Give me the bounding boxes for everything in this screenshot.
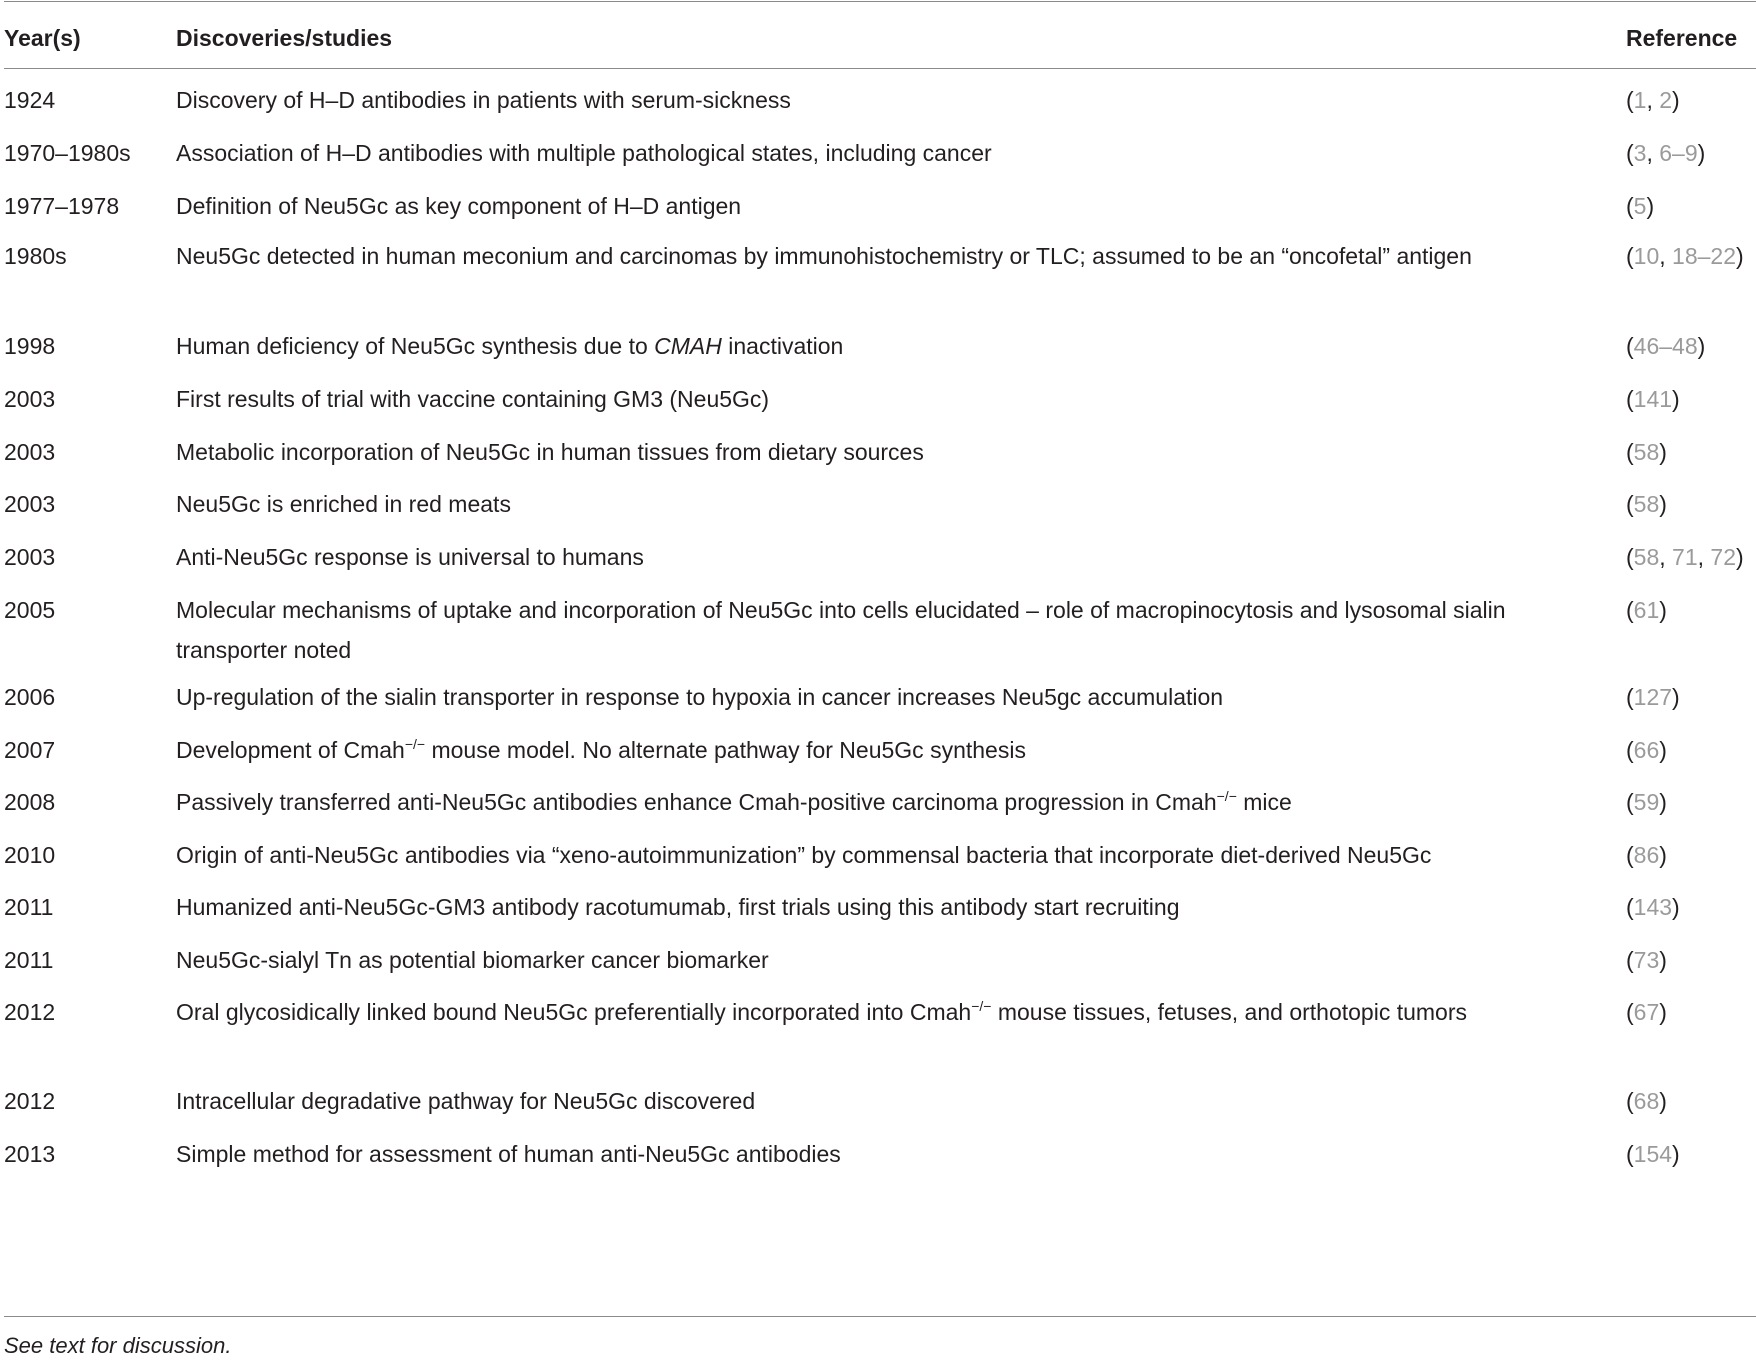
reference-link[interactable]: 141 xyxy=(1633,386,1673,412)
year-cell: 1924 xyxy=(4,87,56,113)
year-cell: 2003 xyxy=(4,439,56,465)
reference-cell: (86) xyxy=(1626,842,1667,868)
discovery-text: Passively transferred anti-Neu5Gc antibodies enhance Cmah-positive carcinoma progression in Cmah xyxy=(176,789,1217,815)
reference-cell: (67) xyxy=(1626,999,1667,1025)
reference-cell: (5) xyxy=(1626,193,1655,219)
reference-link[interactable]: 58 xyxy=(1633,491,1660,517)
discovery-cell: Discovery of H–D antibodies in patients with serum-sickness xyxy=(176,87,791,113)
reference-cell: (73) xyxy=(1626,947,1667,973)
reference-link[interactable]: 3 xyxy=(1633,140,1647,166)
reference-link[interactable]: 71 xyxy=(1672,544,1698,570)
reference-link[interactable]: 143 xyxy=(1633,894,1673,920)
reference-link[interactable]: 2 xyxy=(1659,87,1673,113)
reference-link[interactable]: 6–9 xyxy=(1659,140,1698,166)
reference-cell: (58) xyxy=(1626,439,1667,465)
year-cell: 2012 xyxy=(4,1088,56,1114)
reference-cell: (141) xyxy=(1626,386,1680,412)
table-footnote: See text for discussion. xyxy=(4,1333,232,1358)
reference-link[interactable]: 154 xyxy=(1633,1141,1673,1167)
discovery-cell xyxy=(176,782,1616,822)
discovery-text: mouse model. No alternate pathway for Neu5Gc synthesis xyxy=(425,737,1026,763)
reference-cell: (68) xyxy=(1626,1088,1667,1114)
discovery-cell: Simple method for assessment of human anti-Neu5Gc antibodies xyxy=(176,1141,841,1167)
discovery-text: Development of Cmah xyxy=(176,737,405,763)
year-cell: 2008 xyxy=(4,789,56,815)
reference-cell: (61) xyxy=(1626,597,1667,623)
year-cell: 2003 xyxy=(4,544,56,570)
reference-link[interactable]: 1 xyxy=(1633,87,1647,113)
discovery-cell: Neu5Gc-sialyl Tn as potential biomarker cancer biomarker xyxy=(176,947,769,973)
reference-cell: (127) xyxy=(1626,684,1680,710)
gene-name: CMAH xyxy=(654,333,722,359)
reference-cell: (154) xyxy=(1626,1141,1680,1167)
discovery-cell: Definition of Neu5Gc as key component of H–D antigen xyxy=(176,193,742,219)
reference-link[interactable]: 59 xyxy=(1633,789,1660,815)
discovery-cell: Intracellular degradative pathway for Neu5Gc discovered xyxy=(176,1088,756,1114)
header-reference: Reference xyxy=(1626,25,1738,51)
discovery-cell xyxy=(176,992,1616,1032)
year-cell: 1998 xyxy=(4,333,56,359)
discovery-cell: Origin of anti-Neu5Gc antibodies via “xeno-autoimmunization” by commensal bacteria that incorporate diet-derived Neu5Gc xyxy=(176,842,1432,868)
discovery-cell: Up-regulation of the sialin transporter in response to hypoxia in cancer increases Neu5gc accumulation xyxy=(176,684,1224,710)
discovery-text: mice xyxy=(1236,789,1292,815)
discovery-cell: Neu5Gc detected in human meconium and carcinomas by immunohistochemistry or TLC; assumed to be an “oncofetal” antigen xyxy=(176,243,1472,269)
discovery-cell: Humanized anti-Neu5Gc-GM3 antibody racotumumab, first trials using this antibody start recruiting xyxy=(176,894,1180,920)
reference-cell: (1, 2) xyxy=(1626,87,1680,113)
discovery-cell xyxy=(176,326,1616,366)
discovery-text: mouse tissues, fetuses, and orthotopic tumors xyxy=(991,999,1468,1025)
year-cell: 2007 xyxy=(4,737,56,763)
header-discoveries: Discoveries/studies xyxy=(176,25,393,51)
reference-cell: (46–48) xyxy=(1626,333,1706,359)
year-cell: 1977–1978 xyxy=(4,193,120,219)
discovery-text: Human deficiency of Neu5Gc synthesis due to xyxy=(176,333,655,359)
discovery-cell: Molecular mechanisms of uptake and incorporation of Neu5Gc into cells elucidated – role of macropinocytosis and lysosomal sialin transporter noted xyxy=(176,597,1506,663)
genotype-superscript: −/− xyxy=(404,736,426,752)
reference-link[interactable]: 10 xyxy=(1633,243,1660,269)
discovery-text: inactivation xyxy=(721,333,844,359)
reference-cell: (59) xyxy=(1626,789,1667,815)
reference-link[interactable]: 127 xyxy=(1633,684,1673,710)
year-cell: 2012 xyxy=(4,999,56,1025)
reference-link[interactable]: 86 xyxy=(1633,842,1660,868)
year-cell: 2005 xyxy=(4,597,56,623)
year-cell: 2011 xyxy=(4,894,54,920)
header-rule xyxy=(4,68,1756,69)
year-cell: 2006 xyxy=(4,684,56,710)
reference-link[interactable]: 61 xyxy=(1633,597,1660,623)
header-year: Year(s) xyxy=(4,25,81,51)
reference-link[interactable]: 68 xyxy=(1633,1088,1660,1114)
reference-link[interactable]: 18–22 xyxy=(1672,243,1737,269)
reference-link[interactable]: 46–48 xyxy=(1633,333,1698,359)
year-cell: 2003 xyxy=(4,491,56,517)
reference-cell: (3, 6–9) xyxy=(1626,140,1706,166)
year-cell: 2010 xyxy=(4,842,56,868)
discovery-cell: Association of H–D antibodies with multiple pathological states, including cancer xyxy=(176,140,992,166)
discovery-cell: Anti-Neu5Gc response is universal to humans xyxy=(176,544,644,570)
year-cell: 2003 xyxy=(4,386,56,412)
reference-cell: (10, 18–22) xyxy=(1626,243,1744,269)
discovery-cell xyxy=(176,730,1616,770)
reference-cell: (66) xyxy=(1626,737,1667,763)
reference-cell: (58, 71, 72) xyxy=(1626,544,1744,570)
reference-cell: (58) xyxy=(1626,491,1667,517)
reference-link[interactable]: 72 xyxy=(1710,544,1737,570)
bottom-rule xyxy=(4,1316,1756,1317)
year-cell: 2011 xyxy=(4,947,54,973)
discovery-cell: First results of trial with vaccine containing GM3 (Neu5Gc) xyxy=(176,386,770,412)
year-cell: 1980s xyxy=(4,243,67,269)
genotype-superscript: −/− xyxy=(971,998,992,1014)
top-rule xyxy=(4,1,1756,2)
reference-cell: (143) xyxy=(1626,894,1680,920)
discovery-text: Oral glycosidically linked bound Neu5Gc preferentially incorporated into Cmah xyxy=(176,999,972,1025)
reference-link[interactable]: 58 xyxy=(1633,439,1660,465)
year-cell: 2013 xyxy=(4,1141,56,1167)
reference-link[interactable]: 66 xyxy=(1633,737,1660,763)
discovery-cell: Neu5Gc is enriched in red meats xyxy=(176,491,511,517)
reference-link[interactable]: 67 xyxy=(1633,999,1660,1025)
year-cell: 1970–1980s xyxy=(4,140,131,166)
discovery-cell: Metabolic incorporation of Neu5Gc in human tissues from dietary sources xyxy=(176,439,924,465)
genotype-superscript: −/− xyxy=(1216,788,1237,804)
reference-link[interactable]: 58 xyxy=(1633,544,1660,570)
reference-link[interactable]: 5 xyxy=(1633,193,1647,219)
reference-link[interactable]: 73 xyxy=(1633,947,1660,973)
